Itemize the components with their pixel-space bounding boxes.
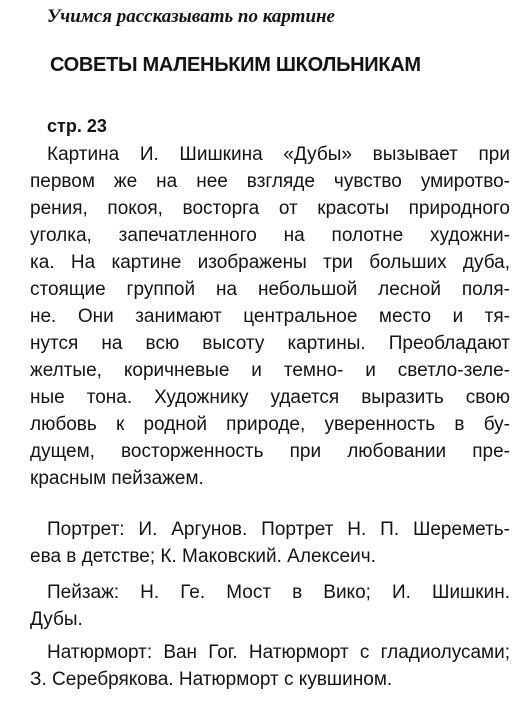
running-head: Учимся рассказывать по картине	[47, 6, 335, 27]
paragraph-line: Пейзаж: Н. Ге. Мост в Вико; И. Шишкин.	[47, 582, 510, 603]
paragraph-line: Натюрморт: Ван Гог. Натюрморт с гладиолусами;	[47, 642, 510, 663]
paragraph-line: дущем, восторженность при любовании пре-	[30, 441, 510, 462]
section-title: СОВЕТЫ МАЛЕНЬКИМ ШКОЛЬНИКАМ	[50, 54, 421, 76]
paragraph-line: З. Серебрякова. Натюрморт с кувшином.	[30, 669, 393, 690]
paragraph-line: желтые, коричневые и темно- и светло-зеле-	[30, 360, 510, 381]
paragraph-line: любовь к родной природе, уверенность в бу-	[30, 414, 510, 435]
page-reference: стр. 23	[47, 116, 107, 136]
paragraph-line: рения, покоя, восторга от красоты природного	[30, 198, 510, 219]
paragraph-line: ные тона. Художнику удается выразить свою	[30, 387, 510, 408]
paragraph-line: ка. На картине изображены три больших дуба,	[30, 252, 510, 273]
paragraph-line: Портрет: И. Аргунов. Портрет Н. П. Шереметь-	[47, 519, 510, 540]
paragraph-line: первом же на нее взгляде чувство умиротво-	[30, 171, 510, 192]
paragraph-line: стоящие группой на небольшой лесной поля-	[30, 279, 510, 300]
paragraph-line: нутся на всю высоту картины. Преобладают	[30, 333, 510, 354]
paragraph-line: не. Они занимают центральное место и тя-	[30, 306, 510, 327]
paragraph-line: уголка, запечатленного на полотне художни-	[30, 225, 510, 246]
paragraph-line: Дубы.	[30, 609, 83, 630]
paragraph-line: ева в детстве; К. Маковский. Алексеич.	[30, 546, 376, 567]
paragraph-line: Картина И. Шишкина «Дубы» вызывает при	[47, 144, 510, 165]
paragraph-line: красным пейзажем.	[30, 468, 204, 489]
